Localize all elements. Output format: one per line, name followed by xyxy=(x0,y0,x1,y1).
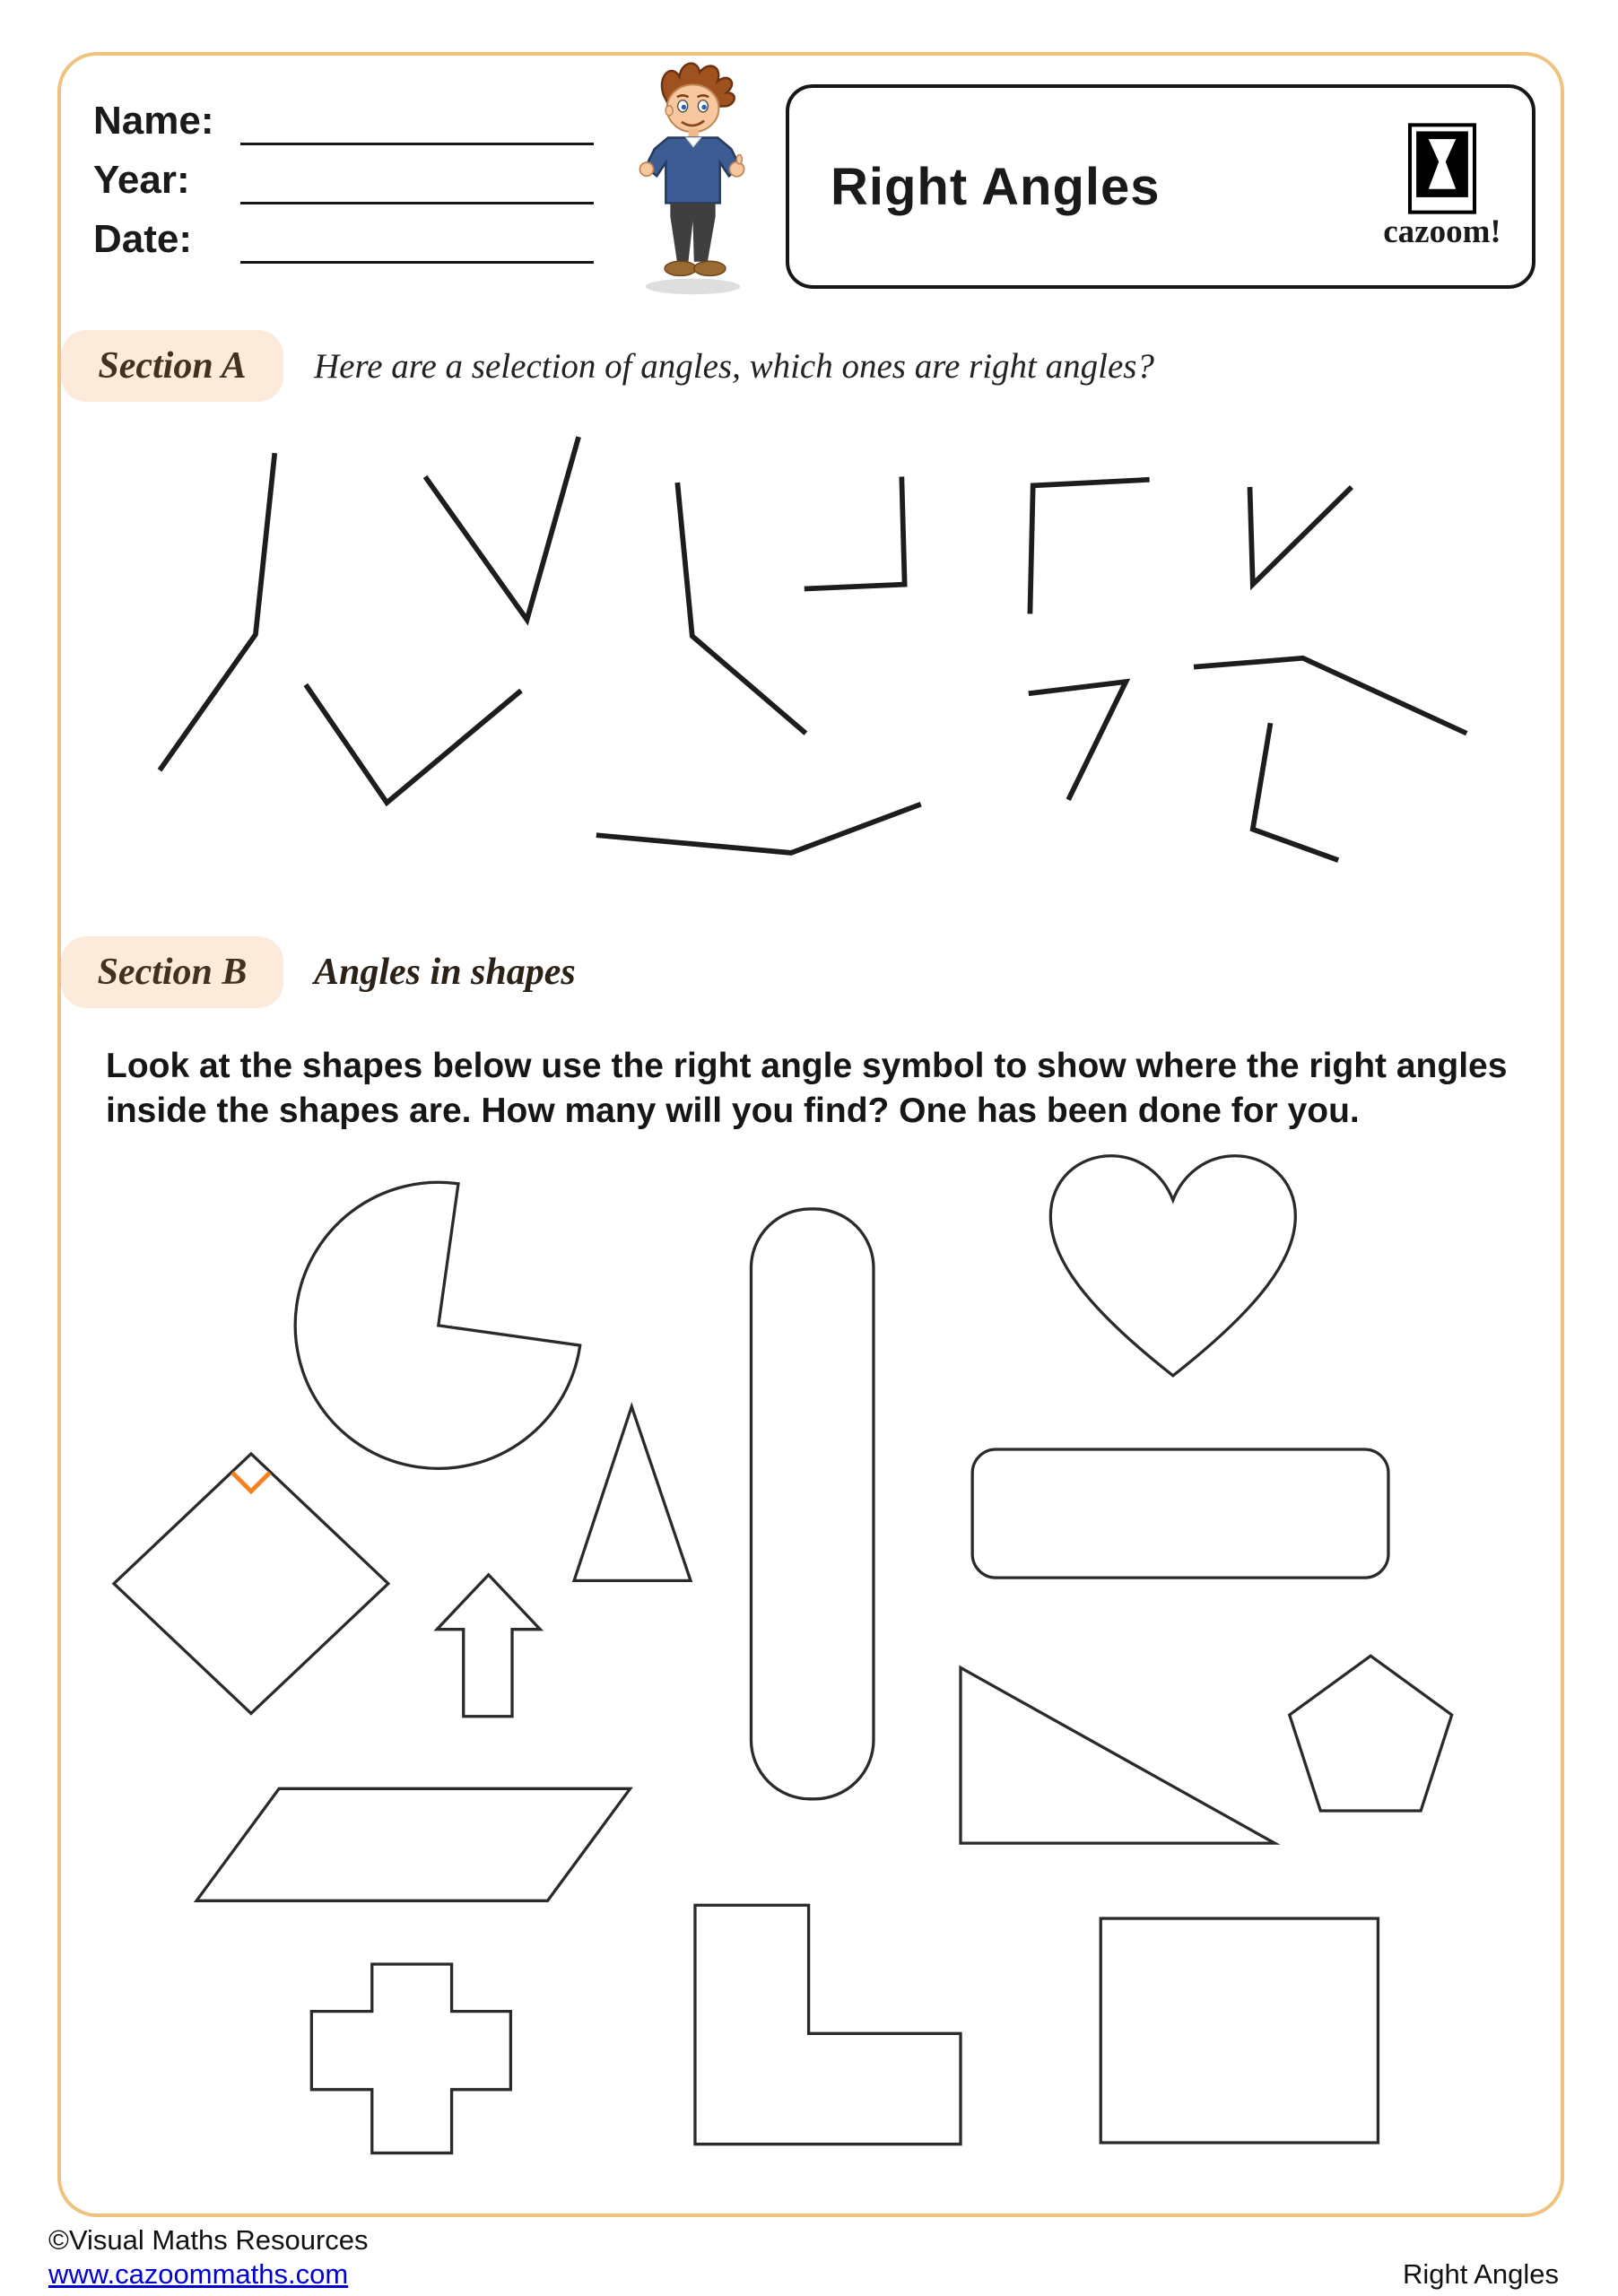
section-b-instructions xyxy=(106,1044,1523,1134)
footer-website-link[interactable]: www.cazoommaths.com xyxy=(48,2258,349,2290)
angle-figure xyxy=(1029,682,1127,800)
instructions-line-1: Look at the shapes below use the right angle symbol to show where the right angles xyxy=(106,1047,1508,1085)
triangle-shape xyxy=(574,1406,691,1580)
section-a-pill xyxy=(61,330,283,402)
heart-shape xyxy=(1050,1156,1295,1376)
three-quarter-circle-shape xyxy=(295,1182,580,1468)
date-input-line xyxy=(240,221,594,264)
parallelogram-shape xyxy=(196,1788,631,1900)
angles-canvas xyxy=(89,421,1601,915)
footer-page-title: Right Angles xyxy=(1402,2258,1559,2290)
section-b-label: Section B xyxy=(97,952,248,993)
angle-figure xyxy=(677,483,805,734)
instructions-line-2: inside the shapes are. How many will you find? One has been done for you. xyxy=(106,1091,1360,1130)
cazoom-logo-icon xyxy=(1408,123,1476,214)
year-input-line xyxy=(240,161,594,204)
cazoom-logo-text: cazoom! xyxy=(1383,213,1501,250)
name-field-row xyxy=(93,93,594,145)
rectangle-shape xyxy=(1100,1918,1378,2143)
rounded-rectangle-shape xyxy=(972,1449,1388,1578)
section-b-prompt: Angles in shapes xyxy=(314,952,576,993)
vertical-pill-shape xyxy=(751,1209,874,1799)
right-angle-mark-example xyxy=(232,1473,270,1492)
angle-figure xyxy=(596,804,921,853)
arrow-up-shape xyxy=(437,1575,540,1717)
l-shape xyxy=(695,1905,961,2144)
section-a-label: Section A xyxy=(98,345,247,387)
mascot-boy-svg xyxy=(622,61,759,298)
angle-figure xyxy=(425,437,578,620)
right-triangle-shape xyxy=(961,1667,1274,1843)
angle-figure xyxy=(1253,723,1338,860)
angle-figure xyxy=(805,477,905,589)
cross-shape xyxy=(311,1964,510,2153)
date-field-row xyxy=(93,212,594,264)
cazoom-logo xyxy=(1379,123,1505,251)
date-label: Date: xyxy=(93,217,193,261)
angle-figure xyxy=(306,684,521,803)
angle-figure xyxy=(1249,487,1351,585)
footer-copyright: ©Visual Maths Resources xyxy=(48,2224,369,2256)
name-input-line xyxy=(240,102,594,145)
shapes-canvas xyxy=(89,1136,1542,2170)
worksheet-title: Right Angles xyxy=(831,157,1161,216)
student-fields xyxy=(93,93,594,271)
section-a-prompt: Here are a selection of angles, which ones are right angles? xyxy=(314,346,1154,386)
section-b-pill xyxy=(61,936,283,1008)
angle-figure xyxy=(1194,658,1466,734)
mascot-boy-illustration xyxy=(622,61,759,298)
year-label: Year: xyxy=(93,158,190,202)
angle-figure xyxy=(1030,480,1149,614)
angle-figure xyxy=(160,453,274,770)
name-label: Name: xyxy=(93,99,214,143)
pentagon-shape xyxy=(1290,1656,1452,1811)
title-banner xyxy=(786,84,1535,289)
year-field-row xyxy=(93,152,594,204)
